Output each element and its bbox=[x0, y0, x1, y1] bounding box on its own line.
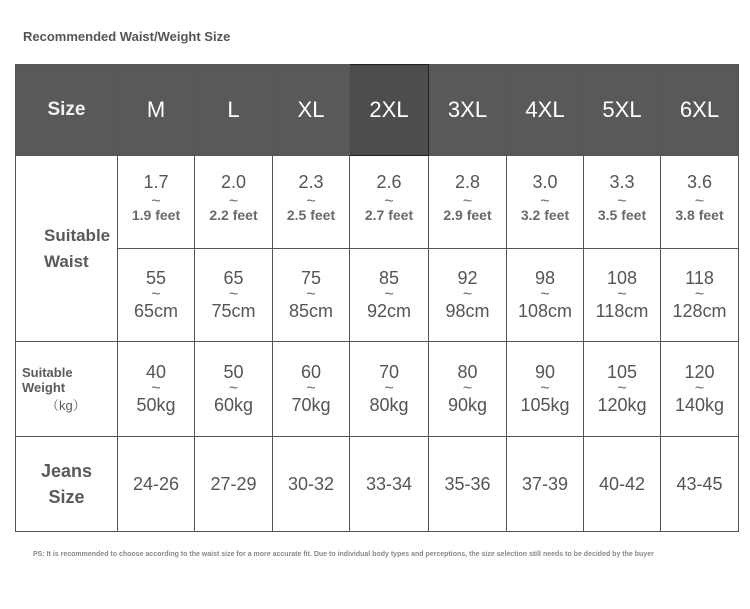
jeans-size-value: 27-29 bbox=[210, 473, 257, 494]
range-tilde: ~ bbox=[462, 193, 473, 210]
weight-from: 80 bbox=[457, 362, 478, 382]
weight-from: 70 bbox=[378, 362, 400, 382]
waist-feet-to: 3.5 feet bbox=[597, 207, 647, 223]
weight-from: 60 bbox=[300, 362, 322, 382]
weight-from: 120 bbox=[684, 362, 715, 382]
range-tilde: ~ bbox=[228, 380, 239, 397]
waist-feet-to: 1.9 feet bbox=[131, 207, 181, 223]
waist-cm-cell bbox=[661, 249, 739, 342]
range-tilde: ~ bbox=[306, 380, 316, 397]
waist-feet-from: 2.8 bbox=[454, 172, 481, 192]
range-tilde: ~ bbox=[694, 286, 705, 303]
range-tilde: ~ bbox=[384, 193, 394, 210]
weight-to: 70kg bbox=[291, 395, 331, 415]
weight-from: 90 bbox=[534, 362, 556, 382]
waist-feet-cell bbox=[584, 156, 661, 249]
waist-feet-from: 3.3 bbox=[609, 172, 635, 192]
suitable-waist-label-line1: Suitable bbox=[44, 225, 111, 245]
weight-from: 50 bbox=[223, 362, 244, 382]
waist-feet-from: 2.6 bbox=[376, 172, 402, 192]
waist-cm-from: 118 bbox=[685, 268, 714, 288]
range-tilde: ~ bbox=[540, 286, 550, 303]
size-chart-table bbox=[15, 64, 739, 532]
range-tilde: ~ bbox=[151, 286, 161, 303]
waist-cm-cell bbox=[273, 249, 350, 342]
suitable-waist-label-line2: Waist bbox=[44, 251, 89, 271]
jeans-size-cell bbox=[118, 437, 195, 532]
waist-feet-to: 2.9 feet bbox=[443, 207, 492, 223]
waist-cm-cell bbox=[195, 249, 273, 342]
jeans-size-value: 24-26 bbox=[132, 473, 180, 494]
jeans-size-cell bbox=[584, 437, 661, 532]
range-tilde: ~ bbox=[384, 380, 394, 397]
weight-to: 90kg bbox=[447, 395, 488, 415]
jeans-size-label-line2: Size bbox=[48, 487, 85, 507]
size-header-xl: XL bbox=[273, 65, 350, 156]
waist-feet-to: 3.2 feet bbox=[520, 207, 570, 223]
range-tilde: ~ bbox=[228, 286, 239, 303]
weight-cell bbox=[350, 342, 429, 437]
size-header-label: Size bbox=[16, 65, 118, 156]
waist-feet-to: 2.2 feet bbox=[209, 207, 258, 223]
range-tilde: ~ bbox=[540, 380, 550, 397]
waist-cm-to: 65cm bbox=[133, 301, 178, 321]
size-header-5xl: 5XL bbox=[584, 65, 661, 156]
range-tilde: ~ bbox=[694, 380, 705, 397]
weight-from: 105 bbox=[606, 362, 638, 382]
waist-feet-to: 3.8 feet bbox=[675, 207, 724, 223]
waist-feet-from: 2.3 bbox=[298, 172, 324, 192]
range-tilde: ~ bbox=[384, 286, 394, 303]
waist-cm-from: 75 bbox=[300, 268, 322, 288]
range-tilde: ~ bbox=[306, 286, 316, 303]
jeans-size-label bbox=[16, 437, 118, 532]
waist-feet-from: 3.6 bbox=[686, 172, 713, 192]
waist-feet-cell bbox=[350, 156, 429, 249]
size-header-m: M bbox=[118, 65, 195, 156]
waist-cm-cell bbox=[429, 249, 507, 342]
jeans-size-cell bbox=[661, 437, 739, 532]
weight-cell bbox=[118, 342, 195, 437]
weight-to: 105kg bbox=[520, 395, 570, 415]
jeans-size-value: 30-32 bbox=[287, 473, 335, 494]
waist-cm-to: 108cm bbox=[517, 301, 573, 321]
jeans-size-value: 33-34 bbox=[365, 473, 413, 494]
range-tilde: ~ bbox=[540, 193, 550, 210]
waist-feet-to: 2.5 feet bbox=[286, 207, 336, 223]
jeans-size-label-line1: Jeans bbox=[40, 461, 93, 481]
jeans-size-cell bbox=[195, 437, 273, 532]
weight-to: 50kg bbox=[136, 395, 176, 415]
range-tilde: ~ bbox=[694, 193, 705, 210]
range-tilde: ~ bbox=[617, 193, 627, 210]
weight-from: 40 bbox=[145, 362, 167, 382]
weight-cell bbox=[507, 342, 584, 437]
waist-cm-from: 92 bbox=[457, 268, 478, 288]
suitable-weight-label-line1: Suitable Weight bbox=[22, 364, 73, 395]
weight-cell bbox=[584, 342, 661, 437]
weight-to: 140kg bbox=[674, 395, 725, 415]
waist-feet-from: 1.7 bbox=[143, 172, 169, 192]
jeans-size-cell bbox=[273, 437, 350, 532]
waist-cm-row bbox=[16, 249, 739, 342]
waist-cm-cell bbox=[584, 249, 661, 342]
waist-feet-cell bbox=[661, 156, 739, 249]
waist-cm-to: 92cm bbox=[366, 301, 411, 321]
waist-cm-from: 98 bbox=[534, 268, 556, 288]
waist-cm-to: 75cm bbox=[211, 301, 256, 321]
waist-cm-to: 85cm bbox=[288, 301, 333, 321]
weight-to: 60kg bbox=[213, 395, 254, 415]
waist-feet-cell bbox=[429, 156, 507, 249]
page-title: Recommended Waist/Weight Size bbox=[23, 29, 231, 44]
jeans-size-row bbox=[16, 437, 739, 532]
waist-feet-from: 2.0 bbox=[220, 172, 247, 192]
size-header-3xl: 3XL bbox=[429, 65, 507, 156]
waist-feet-cell bbox=[273, 156, 350, 249]
waist-feet-from: 3.0 bbox=[532, 172, 558, 192]
jeans-size-value: 40-42 bbox=[598, 473, 646, 494]
weight-cell bbox=[661, 342, 739, 437]
weight-cell bbox=[429, 342, 507, 437]
waist-cm-cell bbox=[118, 249, 195, 342]
weight-to: 80kg bbox=[369, 395, 409, 415]
size-header-2xl: 2XL bbox=[350, 65, 429, 156]
waist-cm-from: 55 bbox=[145, 268, 167, 288]
weight-to: 120kg bbox=[597, 395, 647, 415]
jeans-size-cell bbox=[507, 437, 584, 532]
waist-feet-cell bbox=[507, 156, 584, 249]
range-tilde: ~ bbox=[151, 193, 161, 210]
jeans-size-cell bbox=[429, 437, 507, 532]
suitable-weight-label-line2: （kg） bbox=[46, 397, 86, 413]
weight-cell bbox=[195, 342, 273, 437]
weight-row bbox=[16, 342, 739, 437]
range-tilde: ~ bbox=[462, 286, 473, 303]
waist-cm-cell bbox=[350, 249, 429, 342]
size-header-4xl: 4XL bbox=[507, 65, 584, 156]
waist-cm-to: 128cm bbox=[672, 301, 727, 321]
waist-cm-from: 108 bbox=[606, 268, 638, 288]
jeans-size-value: 37-39 bbox=[521, 473, 569, 494]
range-tilde: ~ bbox=[462, 380, 473, 397]
header-row bbox=[16, 65, 739, 156]
range-tilde: ~ bbox=[228, 193, 239, 210]
weight-cell bbox=[273, 342, 350, 437]
waist-cm-to: 118cm bbox=[595, 301, 649, 321]
waist-feet-cell bbox=[195, 156, 273, 249]
range-tilde: ~ bbox=[151, 380, 161, 397]
jeans-size-value: 43-45 bbox=[676, 473, 723, 494]
range-tilde: ~ bbox=[617, 380, 627, 397]
range-tilde: ~ bbox=[617, 286, 627, 303]
range-tilde: ~ bbox=[306, 193, 316, 210]
waist-feet-row bbox=[16, 156, 739, 249]
waist-cm-from: 85 bbox=[378, 268, 400, 288]
waist-cm-to: 98cm bbox=[445, 301, 490, 321]
size-header-l: L bbox=[195, 65, 273, 156]
size-header-6xl: 6XL bbox=[661, 65, 739, 156]
waist-feet-cell bbox=[118, 156, 195, 249]
suitable-weight-label bbox=[16, 342, 118, 437]
footnote: PS: It is recommended to choose according to the waist size for a more accurate fit. Due to individual body types and perceptions, the size selection still needs to be decided by the buyer bbox=[33, 551, 654, 558]
waist-feet-to: 2.7 feet bbox=[364, 207, 414, 223]
jeans-size-cell bbox=[350, 437, 429, 532]
jeans-size-value: 35-36 bbox=[444, 473, 491, 494]
suitable-waist-label bbox=[16, 156, 118, 342]
waist-cm-cell bbox=[507, 249, 584, 342]
waist-cm-from: 65 bbox=[223, 268, 244, 288]
